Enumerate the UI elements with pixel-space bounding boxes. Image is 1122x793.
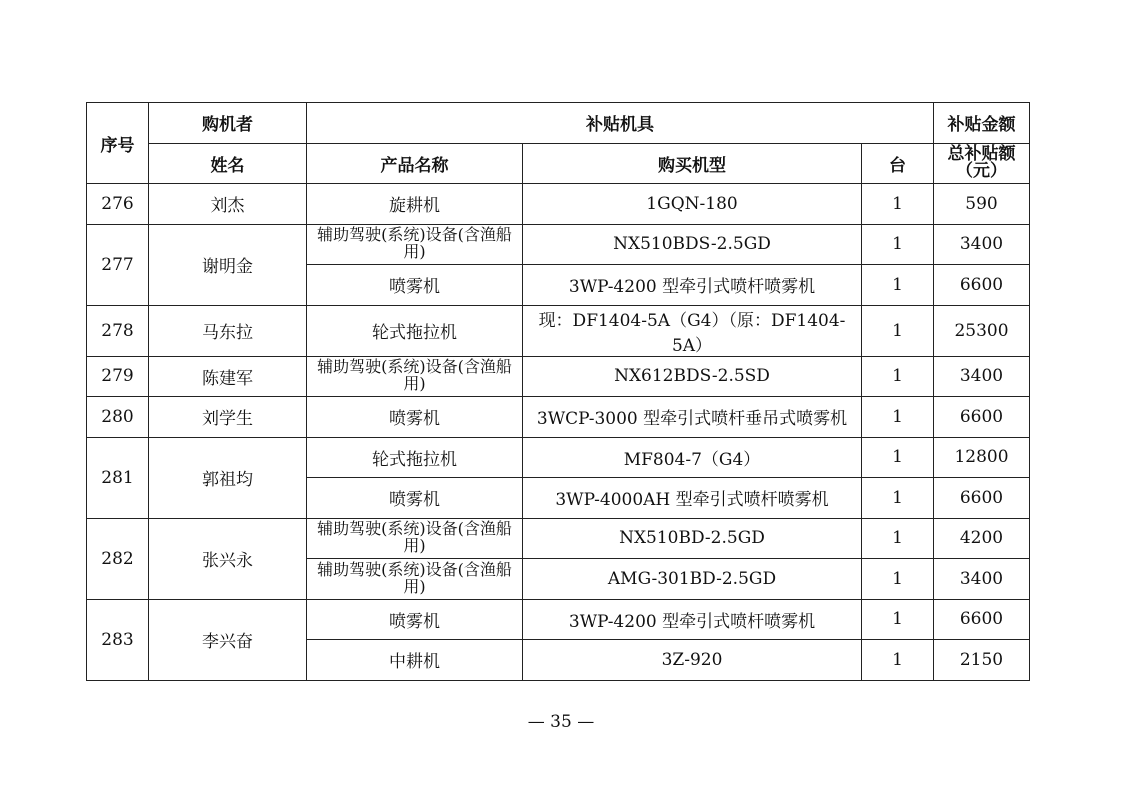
- cell-units: 1: [862, 224, 934, 265]
- cell-product: [307, 559, 523, 600]
- table-row: [87, 397, 1030, 438]
- cell-seq: 278: [87, 305, 149, 356]
- cell-model: 1GQN-180: [523, 184, 862, 225]
- cell-units: 1: [862, 184, 934, 225]
- cell-product: 喷雾机: [307, 599, 523, 640]
- table-row: [87, 356, 1030, 397]
- cell-units: 1: [862, 305, 934, 356]
- cell-model: 现：DF1404-5A（G4）（原：DF1404-5A）: [523, 305, 862, 356]
- cell-seq: 279: [87, 356, 149, 397]
- header-product-name: 产品名称: [307, 143, 523, 184]
- cell-product: 喷雾机: [307, 397, 523, 438]
- cell-product: 轮式拖拉机: [307, 437, 523, 478]
- header-total-amount: 总补贴额（元）: [934, 143, 1030, 184]
- cell-amount: 2150: [934, 640, 1030, 681]
- cell-product: [307, 224, 523, 265]
- cell-amount: 6600: [934, 599, 1030, 640]
- cell-product: 旋耕机: [307, 184, 523, 225]
- header-amount-group: 补贴金额: [934, 103, 1030, 144]
- cell-model: MF804-7（G4）: [523, 437, 862, 478]
- cell-product-text: 辅助驾驶(系统)设备(含渔船用): [317, 519, 512, 556]
- table-row: [87, 518, 1030, 559]
- cell-units: 1: [862, 265, 934, 306]
- cell-units: 1: [862, 599, 934, 640]
- cell-amount: 590: [934, 184, 1030, 225]
- cell-model: NX510BDS-2.5GD: [523, 224, 862, 265]
- cell-name: 刘杰: [149, 184, 307, 225]
- cell-units: 1: [862, 397, 934, 438]
- cell-model: NX510BD-2.5GD: [523, 518, 862, 559]
- cell-product-text: 辅助驾驶(系统)设备(含渔船用): [317, 559, 512, 596]
- header-subsidy-group: 补贴机具: [307, 103, 934, 144]
- cell-amount: 6600: [934, 397, 1030, 438]
- cell-name: 陈建军: [149, 356, 307, 397]
- header-seq: 序号: [87, 103, 149, 184]
- cell-model: 3WP-4200 型牵引式喷杆喷雾机: [523, 599, 862, 640]
- cell-model: 3WCP-3000 型牵引式喷杆垂吊式喷雾机: [523, 397, 862, 438]
- cell-product: [307, 356, 523, 397]
- cell-name: 刘学生: [149, 397, 307, 438]
- cell-product: 中耕机: [307, 640, 523, 681]
- cell-units: 1: [862, 478, 934, 519]
- cell-amount: 3400: [934, 356, 1030, 397]
- cell-amount: 6600: [934, 265, 1030, 306]
- table-body: [87, 184, 1030, 681]
- cell-product: [307, 518, 523, 559]
- cell-name: 马东拉: [149, 305, 307, 356]
- cell-amount: 25300: [934, 305, 1030, 356]
- table-row: [87, 599, 1030, 640]
- cell-seq: 276: [87, 184, 149, 225]
- header-buyer-group: 购机者: [149, 103, 307, 144]
- cell-units: 1: [862, 437, 934, 478]
- table-row: [87, 437, 1030, 478]
- table-row: [87, 305, 1030, 356]
- header-model: 购买机型: [523, 143, 862, 184]
- cell-seq: 282: [87, 518, 149, 599]
- cell-amount: 3400: [934, 224, 1030, 265]
- cell-name: 郭祖均: [149, 437, 307, 518]
- cell-amount: 6600: [934, 478, 1030, 519]
- table-header: [87, 103, 1030, 184]
- cell-name: 张兴永: [149, 518, 307, 599]
- header-units: 台: [862, 143, 934, 184]
- cell-seq: 283: [87, 599, 149, 680]
- cell-units: 1: [862, 559, 934, 600]
- cell-product: 喷雾机: [307, 265, 523, 306]
- cell-units: 1: [862, 518, 934, 559]
- cell-model: NX612BDS-2.5SD: [523, 356, 862, 397]
- cell-units: 1: [862, 356, 934, 397]
- cell-model: 3Z-920: [523, 640, 862, 681]
- cell-product-text: 辅助驾驶(系统)设备(含渔船用): [317, 357, 512, 394]
- subsidy-table: [86, 102, 1030, 681]
- cell-amount: 12800: [934, 437, 1030, 478]
- cell-product-text: 辅助驾驶(系统)设备(含渔船用): [317, 225, 512, 262]
- cell-seq: 281: [87, 437, 149, 518]
- cell-amount: 3400: [934, 559, 1030, 600]
- cell-name: 谢明金: [149, 224, 307, 305]
- table-row: [87, 184, 1030, 225]
- cell-product: 轮式拖拉机: [307, 305, 523, 356]
- cell-seq: 277: [87, 224, 149, 305]
- cell-amount: 4200: [934, 518, 1030, 559]
- cell-model: 3WP-4000AH 型牵引式喷杆喷雾机: [523, 478, 862, 519]
- cell-units: 1: [862, 640, 934, 681]
- cell-model: AMG-301BD-2.5GD: [523, 559, 862, 600]
- table-row: [87, 224, 1030, 265]
- cell-name: 李兴奋: [149, 599, 307, 680]
- cell-seq: 280: [87, 397, 149, 438]
- cell-product: 喷雾机: [307, 478, 523, 519]
- cell-model: 3WP-4200 型牵引式喷杆喷雾机: [523, 265, 862, 306]
- header-name: 姓名: [149, 143, 307, 184]
- page-number: — 35 —: [527, 712, 595, 732]
